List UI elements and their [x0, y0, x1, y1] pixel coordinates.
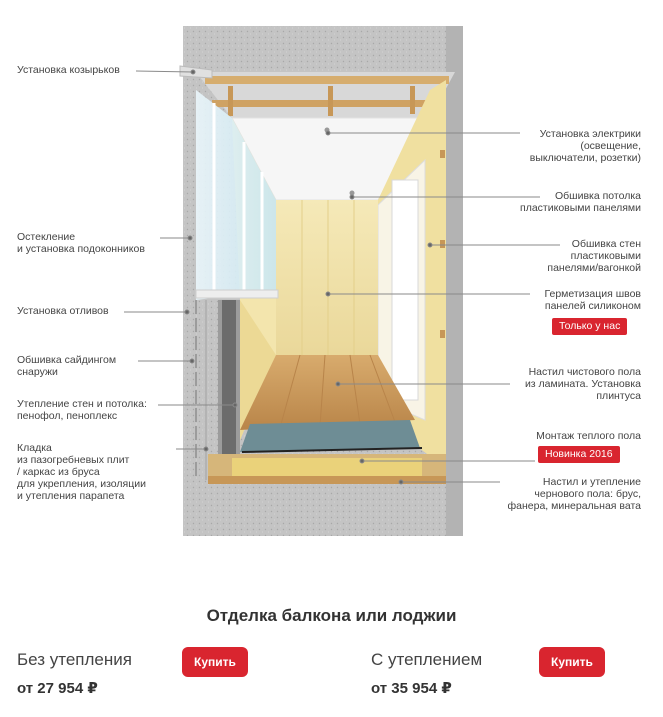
offer-price: от 35 954 ₽: [371, 680, 452, 697]
only-us-badge: Только у нас: [552, 318, 627, 335]
buy-button[interactable]: Купить: [182, 647, 248, 677]
label-siding: Обшивка сайдингом снаружи: [17, 354, 117, 378]
label-warm-floor: Монтаж теплого пола: [536, 430, 641, 442]
label-insulation: Утепление стен и потолка: пенофол, пеноплекс: [17, 398, 147, 422]
back-wall: [276, 200, 378, 355]
label-canopy: Установка козырьков: [17, 64, 120, 76]
buy-button[interactable]: Купить: [539, 647, 605, 677]
label-seal: Герметизация швов панелей силиконом: [544, 288, 641, 312]
label-wall-panels: Обшивка стен пластиковыми панелями/вагонкой: [547, 238, 641, 274]
offer-name: Без утепления: [17, 650, 132, 669]
label-rough-floor: Настил и утепление чернового пола: брус, фанера, минеральная вата: [507, 476, 641, 512]
label-drip-edge: Установка отливов: [17, 305, 109, 317]
label-masonry: Кладка из пазогребневых плит / каркас из бруса для укрепления, изоляции и утепления парапета: [17, 442, 146, 502]
offer-price: от 27 954 ₽: [17, 680, 98, 697]
label-ceiling-panels: Обшивка потолка пластиковыми панелями: [520, 190, 641, 214]
page-title: Отделка балкона или лоджии: [206, 606, 457, 625]
new-2016-badge: Новинка 2016: [538, 446, 620, 463]
label-electrics: Установка электрики (освещение, выключатели, розетки): [529, 128, 641, 164]
offer-name: С утеплением: [371, 650, 483, 669]
label-laminate: Настил чистового пола из ламината. Установка плинтуса: [524, 366, 641, 402]
label-glazing: Остекление и установка подоконников: [17, 231, 145, 255]
